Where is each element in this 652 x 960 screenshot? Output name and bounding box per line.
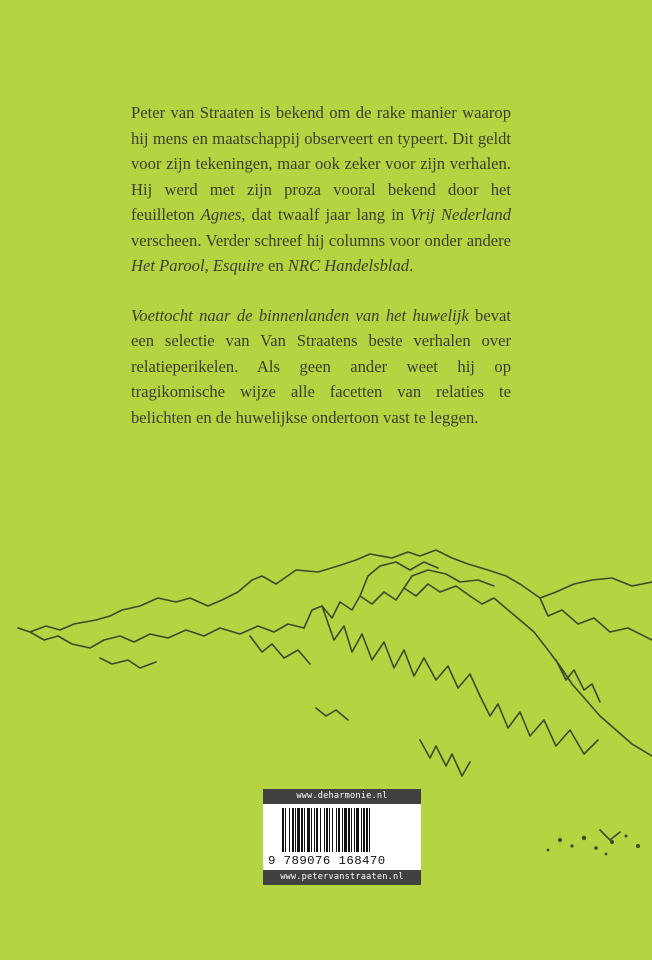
barcode-bar [344,808,347,852]
barcode-bar [363,808,365,852]
barcode-bar [289,808,290,852]
blurb-text: Peter van Straaten is bekend om de rake manier waarop hij mens en maatschappij observeert en typeert. Dit geldt voor zijn tekeningen, maar ook zeker voor zijn verhalen. Hij werd met zijn proza vooral bekend door het feuilleton [131,103,511,224]
barcode-bar [369,808,370,852]
isbn-number: 9 789076 168470 [268,854,386,868]
barcode-bar [316,808,318,852]
barcode-bar [356,808,359,852]
barcode-bar [297,808,300,852]
blurb-text: verscheen. Verder schreef hij columns voor onder andere [131,230,511,250]
blurb-text: , dat twaalf jaar lang in [241,205,411,224]
blurb-paragraph-book [131,303,511,431]
publisher-url: www.deharmonie.nl [263,789,421,804]
barcode-bar [348,808,350,852]
barcode-bar [307,808,310,852]
barcode-bars [268,808,416,852]
barcode-bar [351,808,352,852]
barcode-bar [332,808,333,852]
blurb-paragraph-author [131,100,511,279]
title-esquire: Esquire [212,256,264,275]
barcode-bar [342,808,343,852]
barcode-block [263,789,421,885]
barcode-bar [361,808,362,852]
barcode-bar [326,808,328,852]
barcode-bar [301,808,303,852]
barcode-bar [329,808,330,852]
barcode-bar [338,808,340,852]
title-vrij-nederland: Vrij Nederland [410,205,511,224]
barcode-bar [292,808,294,852]
barcode-bar [320,808,321,852]
isbn-barcode [263,804,421,870]
barcode-bar [366,808,368,852]
barcode-bar [285,808,286,852]
barcode-bar [336,808,337,852]
title-nrc: NRC Handelsblad [287,256,410,275]
author-url: www.petervanstraaten.nl [263,870,421,885]
title-agnes: Agnes [200,205,242,224]
back-cover-blurb [131,100,511,430]
blurb-text: , [204,256,213,275]
title-het-parool: Het Parool [131,256,205,275]
barcode-bar [295,808,296,852]
barcode-bar [282,808,284,852]
blurb-text: bevat een selectie van Van Straatens beste verhalen over relatieperikelen. Als geen ander weet hij op tragikomische wijze alle facetten van relaties te belichten en de huwelijkse ondertoon vast te leggen. [131,305,511,427]
barcode-bar [304,808,305,852]
blurb-text: en [263,256,288,275]
barcode-bar [354,808,355,852]
barcode-bar [324,808,325,852]
barcode-bar [314,808,315,852]
blurb-text: . [409,256,414,275]
barcode-bar [311,808,312,852]
book-title: Voettocht naar de binnenlanden van het huwelijk [131,305,469,325]
